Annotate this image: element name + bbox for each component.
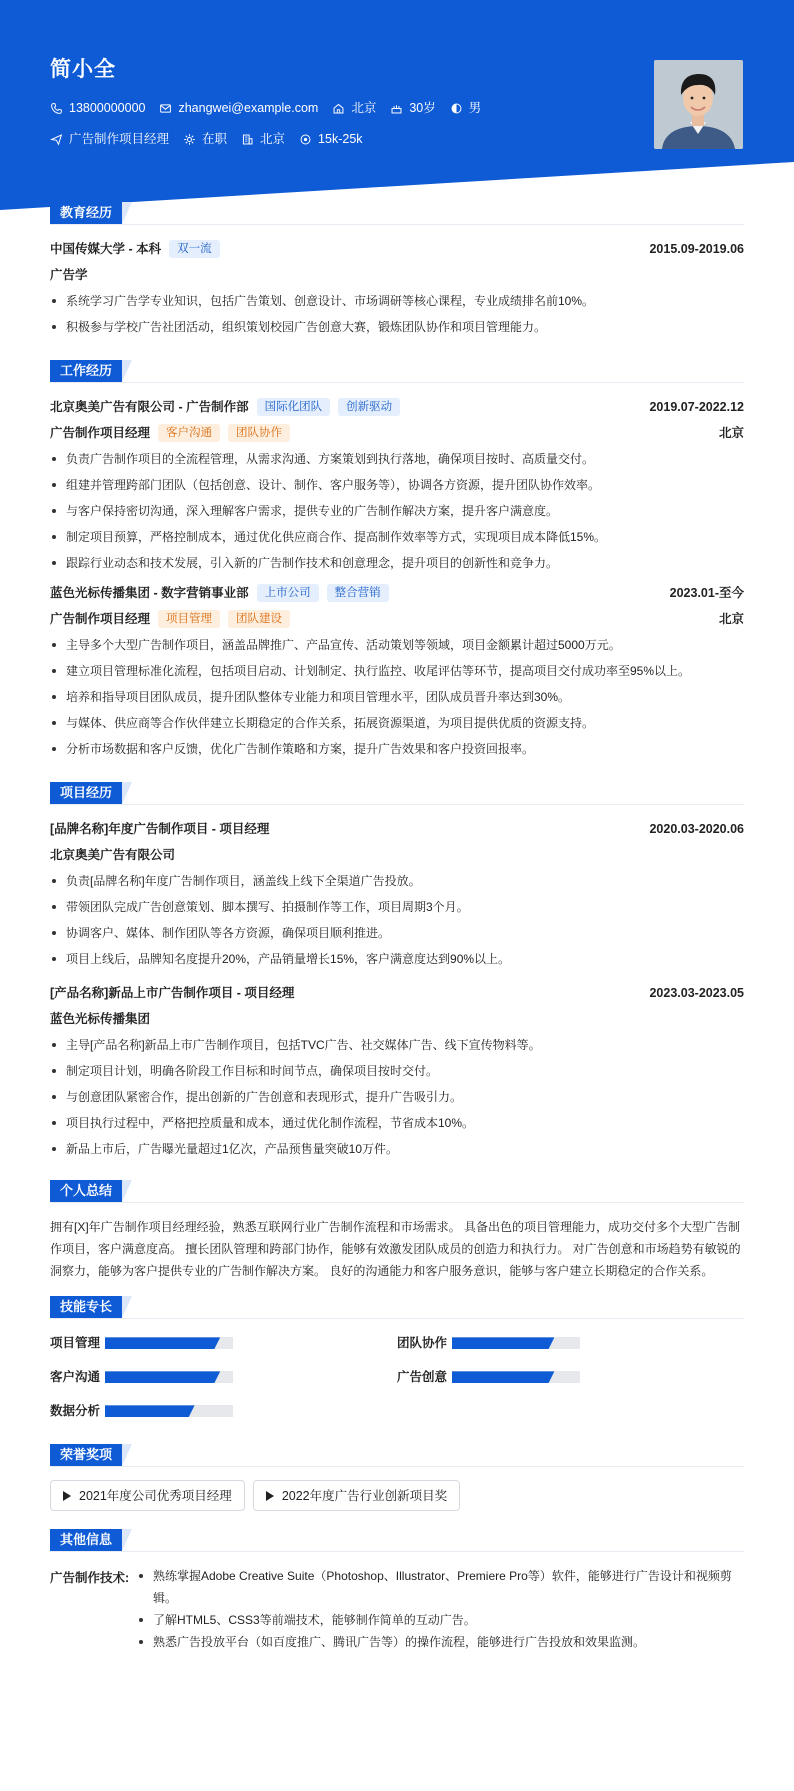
summary-header: [50, 1180, 744, 1202]
education-date: 2015.09-2019.06: [649, 241, 744, 256]
list-item: 项目上线后，品牌知名度提升20%，产品销量增长15%，客户满意度达到90%以上。: [50, 946, 744, 972]
role-name: 广告制作项目经理: [50, 426, 151, 441]
list-item: 项目执行过程中，严格把控质量和成本，通过优化制作流程，节省成本10%。: [50, 1110, 744, 1136]
phone-info: [50, 99, 145, 117]
age-icon: [390, 102, 403, 115]
skills-title: 技能专长: [50, 1296, 122, 1318]
work-section: [0, 360, 794, 762]
skill-bar: [105, 1337, 233, 1349]
location-info: [332, 99, 376, 117]
list-item: 熟练掌握Adobe Creative Suite（Photoshop、Illustrator、Premiere Pro等）软件，能够进行广告设计和视频剪辑。: [135, 1565, 744, 1609]
skill-name: 团队协作: [397, 1336, 448, 1351]
other-list: [135, 1565, 744, 1653]
skill-name: 项目管理: [50, 1336, 101, 1351]
role-tag: 客户沟通: [158, 424, 220, 442]
skill-fill: [105, 1405, 195, 1417]
candidate-name: 简小全: [50, 58, 116, 81]
award-item: [253, 1480, 460, 1511]
email-info: [159, 99, 318, 117]
project-name: [品牌名称]年度广告制作项目 - 项目经理: [50, 822, 270, 837]
company-name: 蓝色光标传播集团 - 数字营销事业部: [50, 586, 249, 601]
project-name: [产品名称]新品上市广告制作项目 - 项目经理: [50, 986, 295, 1001]
play-icon: [266, 1491, 274, 1501]
summary-text: 拥有[X]年广告制作项目经理经验，熟悉互联网行业广告制作流程和市场需求。 具备出色的项目管理能力，成功交付多个大型广告制作项目，客户满意度高。 擅长团队管理和跨部门协作，能够有效激发团队成员的创造力和执行力。 对广告创意和市场趋势有敏锐的洞察力，能够为客户提供专业的广告制作解决方案。 良好的沟通能力和客户服务意识，能够与客户建立长期稳定的合作关系。: [50, 1220, 741, 1279]
skill-name: 数据分析: [50, 1404, 101, 1419]
skill-fill: [452, 1371, 554, 1383]
company-tag: 上市公司: [257, 584, 319, 602]
city-text: 北京: [260, 132, 286, 147]
work-entry: [50, 582, 744, 762]
work-city: 北京: [718, 612, 744, 627]
education-school-wrap: [50, 240, 220, 258]
gear-icon: [183, 133, 196, 146]
section-divider: [50, 1466, 744, 1467]
role-name: 广告制作项目经理: [50, 612, 151, 627]
list-item: 负责[品牌名称]年度广告制作项目，涵盖线上线下全渠道广告投放。: [50, 868, 744, 894]
project-org: 北京奥美广告有限公司: [50, 848, 176, 863]
project-list: [50, 1032, 744, 1162]
skill-item: [50, 1366, 397, 1388]
age-info: [390, 99, 435, 117]
project-entry-head: [50, 982, 744, 1004]
list-item: 组建并管理跨部门团队（包括创意、设计、制作、客户服务等），协调各方资源，提升团队协作效率。: [50, 472, 744, 498]
list-item: 制定项目预算，严格控制成本，通过优化供应商合作、提高制作效率等方式，实现项目成本降低15%。: [50, 524, 744, 550]
skill-fill: [105, 1371, 220, 1383]
section-divider: [50, 1318, 744, 1319]
list-item: 带领团队完成广告创意策划、脚本撰写、拍摄制作等工作，项目周期3个月。: [50, 894, 744, 920]
company-tag: 创新驱动: [338, 398, 400, 416]
work-duties-list: [50, 632, 744, 762]
role-wrap: [50, 610, 290, 628]
project-list: [50, 868, 744, 972]
list-item: 积极参与学校广告社团活动，组织策划校园广告创意大赛，锻炼团队协作和项目管理能力。: [50, 314, 744, 340]
salary-info: [299, 130, 362, 148]
skill-name: 客户沟通: [50, 1370, 101, 1385]
section-divider: [50, 1551, 744, 1552]
other-title: 其他信息: [50, 1529, 122, 1551]
skill-item: [397, 1366, 744, 1388]
company-name: 北京奥美广告有限公司 - 广告制作部: [50, 400, 249, 415]
project-entry-head: [50, 818, 744, 840]
project-date: 2020.03-2020.06: [649, 822, 744, 837]
email-text: zhangwei@example.com: [178, 101, 319, 116]
salary-text: 15k-25k: [318, 132, 363, 147]
gender-info: [450, 99, 482, 117]
work-date: 2023.01-至今: [669, 586, 744, 601]
list-item: 与创意团队紧密合作，提出创新的广告创意和表现形式，提升广告吸引力。: [50, 1084, 744, 1110]
skill-bar: [452, 1371, 580, 1383]
list-item: 制定项目计划，明确各阶段工作目标和时间节点，确保项目按时交付。: [50, 1058, 744, 1084]
skill-item: [397, 1332, 744, 1354]
list-item: 主导[产品名称]新品上市广告制作项目，包括TVC广告、社交媒体广告、线下宣传物料等。: [50, 1032, 744, 1058]
list-item: 建立项目管理标准化流程，包括项目启动、计划制定、执行监控、收尾评估等环节，提高项目交付成功率至95%以上。: [50, 658, 744, 684]
work-city: 北京: [718, 426, 744, 441]
resume-header: [0, 0, 794, 210]
building-icon: [241, 133, 254, 146]
city-info: [241, 130, 285, 148]
position-info: [50, 130, 169, 148]
skill-item: [50, 1332, 397, 1354]
work-role-row: [50, 608, 744, 630]
award-text: 2021年度公司优秀项目经理: [79, 1488, 232, 1503]
role-tag: 团队协作: [228, 424, 290, 442]
skill-bar: [105, 1405, 233, 1417]
awards-header: [50, 1444, 744, 1466]
phone-icon: [50, 102, 63, 115]
status-info: [183, 130, 227, 148]
project-entry: [50, 982, 744, 1162]
other-label: 广告制作技术:: [50, 1571, 130, 1586]
work-entry: [50, 396, 744, 576]
award-text: 2022年度广告行业创新项目奖: [281, 1488, 448, 1503]
location-text: 北京: [351, 101, 377, 116]
skill-fill: [105, 1337, 220, 1349]
work-role-row: [50, 422, 744, 444]
list-item: 与媒体、供应商等合作伙伴建立长期稳定的合作关系，拓展资源渠道，为项目提供优质的资源支持。: [50, 710, 744, 736]
skill-fill: [452, 1337, 554, 1349]
list-item: 分析市场数据和客户反馈，优化广告制作策略和方案，提升广告效果和客户投资回报率。: [50, 736, 744, 762]
education-major: 广告学: [50, 268, 88, 282]
summary-title: 个人总结: [50, 1180, 122, 1202]
company-wrap: [50, 584, 389, 602]
other-content: [50, 1565, 744, 1653]
list-item: 系统学习广告学专业知识，包括广告策划、创意设计、市场调研等核心课程，专业成绩排名前10%。: [50, 288, 744, 314]
home-icon: [332, 102, 345, 115]
mail-icon: [159, 102, 172, 115]
list-item: 了解HTML5、CSS3等前端技术，能够制作简单的互动广告。: [135, 1609, 744, 1631]
section-divider: [50, 224, 744, 225]
education-title: 教育经历: [50, 202, 122, 224]
education-header: [50, 202, 744, 224]
skill-bar: [105, 1371, 233, 1383]
skill-name: 广告创意: [397, 1370, 448, 1385]
section-divider: [50, 382, 744, 383]
list-item: 培养和指导项目团队成员，提升团队整体专业能力和项目管理水平，团队成员晋升率达到30%。: [50, 684, 744, 710]
list-item: 主导多个大型广告制作项目，涵盖品牌推广、产品宣传、活动策划等领域，项目金额累计超过5000万元。: [50, 632, 744, 658]
projects-section: [0, 782, 794, 1162]
school-name: 中国传媒大学 - 本科: [50, 241, 162, 256]
education-entry: [50, 238, 744, 340]
project-date: 2023.03-2023.05: [649, 986, 744, 1001]
status-text: 在职: [202, 132, 228, 147]
contact-row: [50, 99, 495, 117]
work-header: [50, 360, 744, 382]
section-divider: [50, 804, 744, 805]
role-tag: 团队建设: [228, 610, 290, 628]
work-date: 2019.07-2022.12: [649, 400, 744, 415]
education-entry-head: [50, 238, 744, 260]
projects-title: 项目经历: [50, 782, 122, 804]
list-item: 协调客户、媒体、制作团队等各方资源，确保项目顺利推进。: [50, 920, 744, 946]
education-list: [50, 288, 744, 340]
work-entry-head: [50, 396, 744, 418]
summary-section: [0, 1180, 794, 1282]
company-tag: 整合营销: [327, 584, 389, 602]
project-entry: [50, 818, 744, 972]
salary-icon: [299, 133, 312, 146]
section-divider: [50, 1202, 744, 1203]
play-icon: [63, 1491, 71, 1501]
other-header: [50, 1529, 744, 1551]
send-icon: [50, 133, 63, 146]
company-wrap: [50, 398, 400, 416]
header-info: [50, 55, 495, 161]
role-tag: 项目管理: [158, 610, 220, 628]
work-entry-head: [50, 582, 744, 604]
awards-list: [50, 1480, 744, 1511]
list-item: 与客户保持密切沟通，深入理解客户需求，提供专业的广告制作解决方案，提升客户满意度。: [50, 498, 744, 524]
education-section: [0, 202, 794, 340]
gender-text: 男: [468, 101, 482, 116]
profile-photo: [654, 60, 743, 149]
list-item: 熟悉广告投放平台（如百度推广、腾讯广告等）的操作流程，能够进行广告投放和效果监测。: [135, 1631, 744, 1653]
job-row: [50, 130, 495, 148]
list-item: 跟踪行业动态和技术发展，引入新的广告制作技术和创意理念，提升项目的创新性和竞争力。: [50, 550, 744, 576]
skill-bar: [452, 1337, 580, 1349]
award-item: [50, 1480, 245, 1511]
school-tag: 双一流: [169, 240, 220, 258]
skills-header: [50, 1296, 744, 1318]
skill-item: [50, 1400, 397, 1422]
skills-section: [0, 1296, 794, 1422]
phone-text: 13800000000: [69, 101, 146, 116]
list-item: 新品上市后，广告曝光量超过1亿次，产品预售量突破10万件。: [50, 1136, 744, 1162]
skills-grid: [50, 1332, 744, 1422]
company-tag: 国际化团队: [257, 398, 331, 416]
other-section: [0, 1529, 794, 1653]
awards-title: 荣誉奖项: [50, 1444, 122, 1466]
position-text: 广告制作项目经理: [69, 132, 170, 147]
projects-header: [50, 782, 744, 804]
work-duties-list: [50, 446, 744, 576]
age-text: 30岁: [409, 101, 436, 116]
gender-icon: [450, 102, 463, 115]
work-title: 工作经历: [50, 360, 122, 382]
project-org: 蓝色光标传播集团: [50, 1012, 151, 1027]
awards-section: [0, 1444, 794, 1511]
role-wrap: [50, 424, 290, 442]
list-item: 负责广告制作项目的全流程管理，从需求沟通、方案策划到执行落地，确保项目按时、高质量交付。: [50, 446, 744, 472]
